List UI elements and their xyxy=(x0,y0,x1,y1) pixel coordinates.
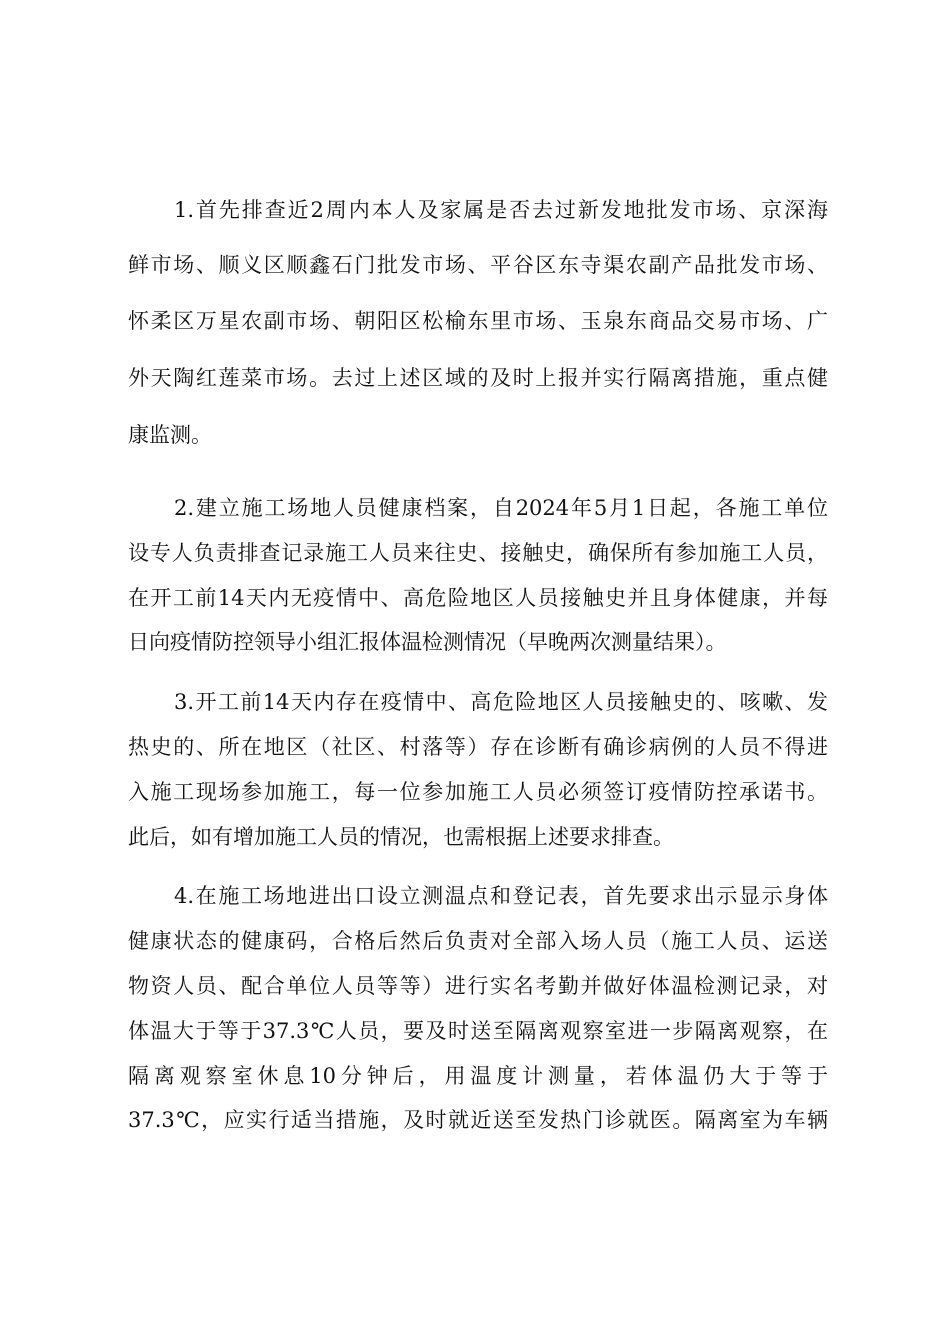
text-line: 4.在施工场地进出口设立测温点和登记表，首先要求出示显示身体 xyxy=(174,884,828,908)
text-line: 热史的、所在地区（社区、村落等）存在诊断有确诊病例的人员不得进 xyxy=(128,735,828,759)
text-line: 1.首先排查近2周内本人及家属是否去过新发地批发市场、京深海 xyxy=(174,198,828,222)
text-line: 外天陶红莲菜市场。去过上述区域的及时上报并实行隔离措施，重点健 xyxy=(128,366,828,390)
text-line: 2.建立施工场地人员健康档案，自2024年5月1日起，各施工单位 xyxy=(174,496,828,520)
text-line: 此后，如有增加施工人员的情况，也需根据上述要求排查。 xyxy=(128,825,674,849)
text-line: 入施工现场参加施工，每一位参加施工人员必须签订疫情防控承诺书。 xyxy=(128,780,828,804)
text-line: 3.开工前14天内存在疫情中、高危险地区人员接触史的、咳嗽、发 xyxy=(174,690,828,714)
text-line: 健康状态的健康码，合格后然后负责对全部入场人员（施工人员、运送 xyxy=(128,929,828,953)
text-line: 设专人负责排查记录施工人员来往史、接触史，确保所有参加施工人员， xyxy=(128,541,828,565)
text-line: 隔离观察室休息10分钟后，用温度计测量，若体温仍大于等于 xyxy=(128,1064,828,1088)
text-line: 康监测。 xyxy=(128,423,212,447)
text-line: 日向疫情防控领导小组汇报体温检测情况（早晚两次测量结果）。 xyxy=(128,630,727,654)
text-line: 怀柔区万星农副市场、朝阳区松榆东里市场、玉泉东商品交易市场、广 xyxy=(128,309,828,333)
text-line: 体温大于等于37.3℃人员，要及时送至隔离观察室进一步隔离观察，在 xyxy=(128,1019,828,1043)
text-line: 在开工前14天内无疫情中、高危险地区人员接触史并且身体健康，并每 xyxy=(128,586,828,610)
text-line: 物资人员、配合单位人员等等）进行实名考勤并做好体温检测记录，对 xyxy=(128,974,828,998)
text-line: 鲜市场、顺义区顺鑫石门批发市场、平谷区东寺渠农副产品批发市场、 xyxy=(128,253,828,277)
text-line: 37.3℃，应实行适当措施，及时就近送至发热门诊就医。隔离室为车辆 xyxy=(128,1108,828,1132)
